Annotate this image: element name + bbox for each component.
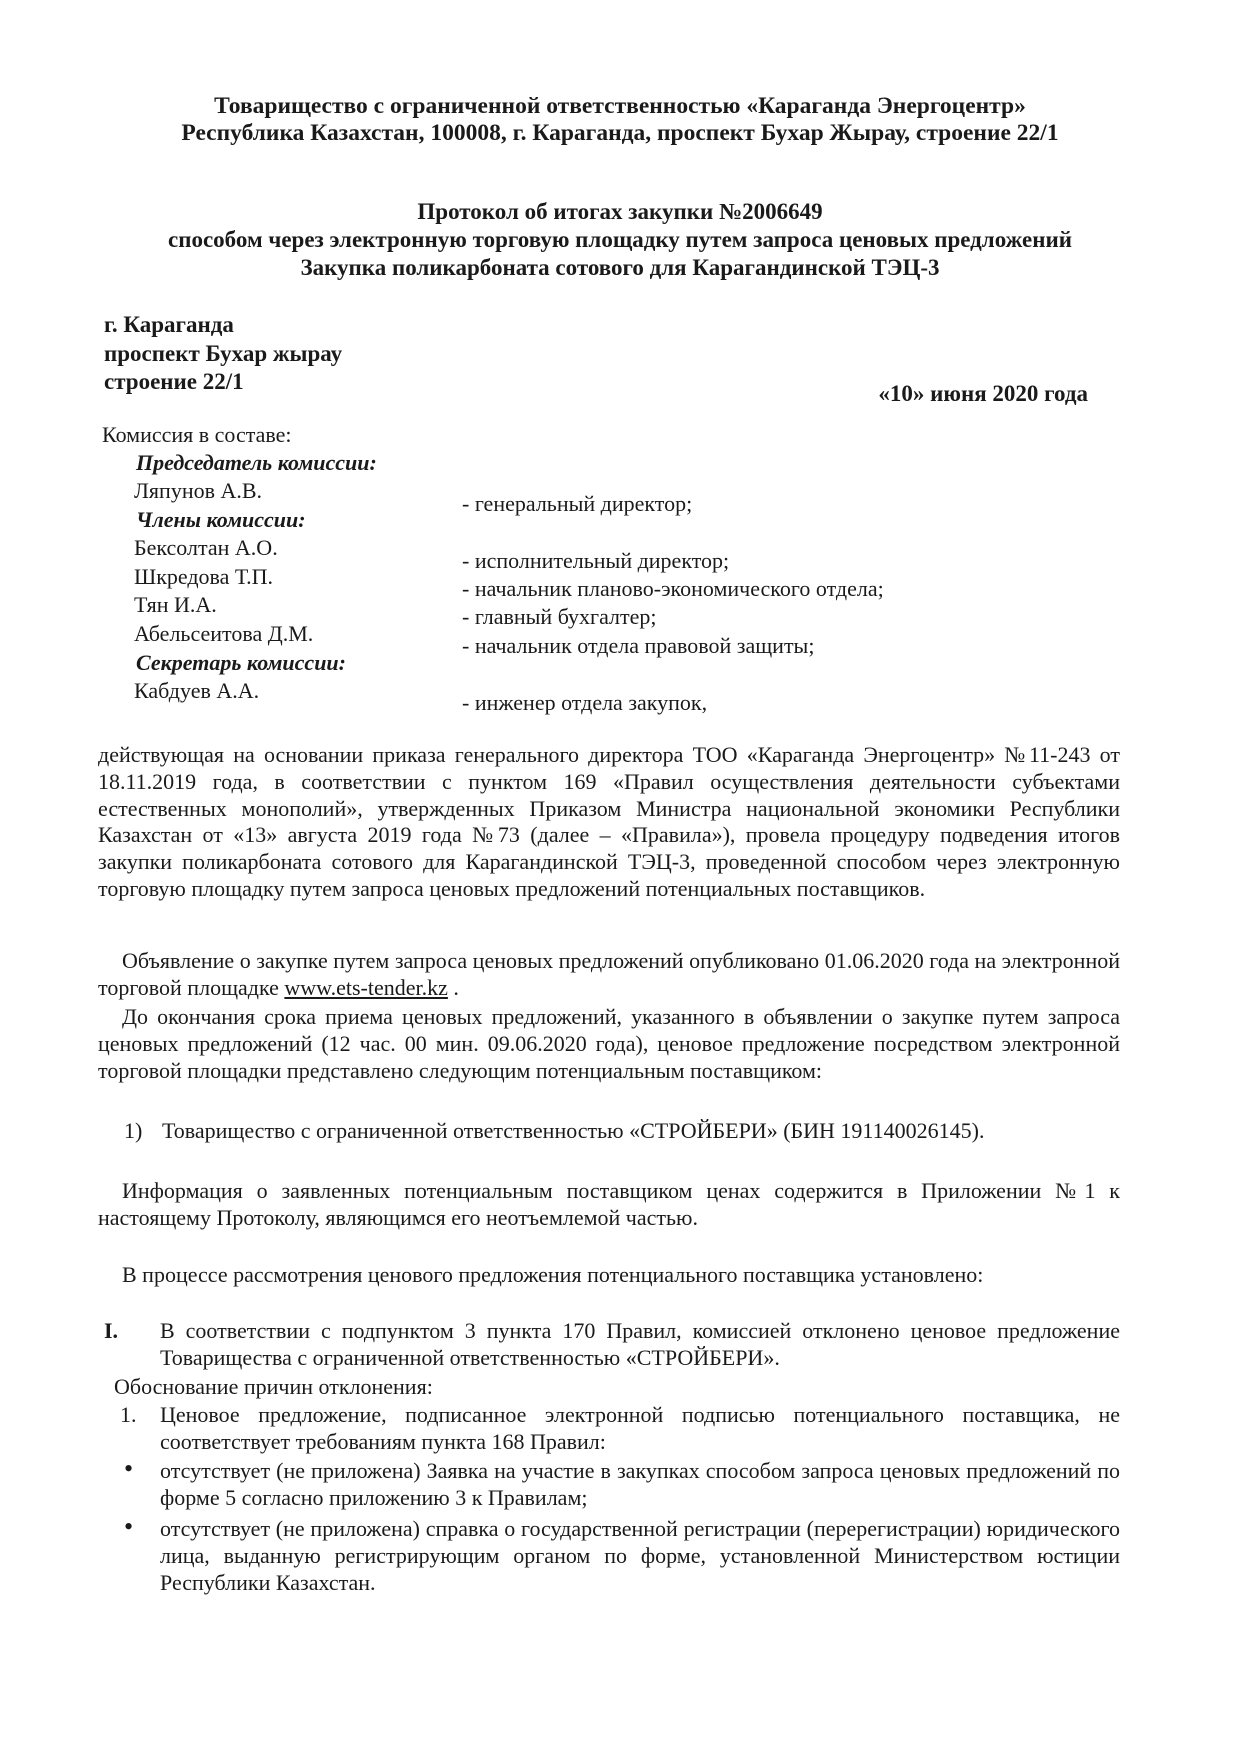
section-number: I. xyxy=(104,1318,119,1343)
secretary-name: Кабдуев А.А. xyxy=(134,678,260,703)
chair-name: Ляпунов А.В. xyxy=(134,478,263,503)
members-role: Члены комиссии: xyxy=(136,507,306,532)
price-info-paragraph: Информация о заявленных потенциальным поставщиком ценах содержится в Приложении №1 к настоящему Протоколу, являющимся его неотъемлемой частью. xyxy=(98,1178,1120,1230)
member-position: - исполнительный директор; xyxy=(462,548,730,573)
org-address: Республика Казахстан, 100008, г. Караганда, проспект Бухар Жырау, строение 22/1 xyxy=(181,120,1059,146)
member-name: Тян И.А. xyxy=(134,592,217,617)
location-street: проспект Бухар жырау xyxy=(104,341,343,366)
member-name: Бексолтан А.О. xyxy=(134,535,278,560)
protocol-title: Протокол об итогах закупки №2006649 xyxy=(417,199,823,224)
reason-number: 1. xyxy=(120,1402,137,1427)
member-name: Абельсеитова Д.М. xyxy=(134,621,314,646)
org-name: Товарищество с ограниченной ответственностью «Караганда Энергоцентр» xyxy=(214,93,1026,119)
bullet-icon: • xyxy=(124,1454,134,1483)
chair-role: Председатель комиссии: xyxy=(136,450,377,475)
reasons-label: Обоснование причин отклонения: xyxy=(114,1374,433,1399)
supplier-number: 1) xyxy=(124,1118,143,1143)
bullet-text: отсутствует (не приложена) Заявка на участие в закупках способом запроса ценовых предложений по форме 5 согласно приложению 3 к Правилам; xyxy=(160,1458,1120,1510)
commission-intro: Комиссия в составе: xyxy=(102,422,292,447)
ets-tender-link[interactable]: www.ets-tender.kz xyxy=(284,974,448,1000)
secretary-position: - инженер отдела закупок, xyxy=(462,690,708,715)
announcement-end: . xyxy=(447,974,459,1000)
protocol-date: «10» июня 2020 года xyxy=(878,381,1088,406)
deadline-paragraph: До окончания срока приема ценовых предложений, указанного в объявлении о закупке путем запроса ценовых предложений (12 час. 00 мин. 09.06.2020 года), ценовое предложение посредством электронной торговой площадки представлено следующим потенциальным поставщиком: xyxy=(98,1004,1120,1083)
location-building: строение 22/1 xyxy=(104,369,244,394)
announcement-text: Объявление о закупке путем запроса ценовых предложений опубликовано 01.06.2020 года на электронной торговой площадке xyxy=(98,948,1120,1000)
bullet-icon: • xyxy=(124,1512,134,1541)
member-name: Шкредова Т.П. xyxy=(134,564,274,589)
announcement-paragraph xyxy=(98,948,1120,1002)
member-position: - начальник отдела правовой защиты; xyxy=(462,633,815,658)
protocol-subject: Закупка поликарбоната сотового для Карагандинской ТЭЦ-3 xyxy=(300,255,940,280)
supplier-name: Товарищество с ограниченной ответственностью «СТРОЙБЕРИ» (БИН 191140026145). xyxy=(162,1118,985,1143)
member-position: - главный бухгалтер; xyxy=(462,604,657,629)
protocol-method: способом через электронную торговую площадку путем запроса ценовых предложений xyxy=(168,227,1072,252)
secretary-role: Секретарь комиссии: xyxy=(136,650,346,675)
chair-position: - генеральный директор; xyxy=(462,491,693,516)
reason-text: Ценовое предложение, подписанное электронной подписью потенциального поставщика, не соответствует требованиям пункта 168 Правил: xyxy=(160,1402,1120,1454)
basis-paragraph: действующая на основании приказа генерального директора ТОО «Караганда Энергоцентр» №11-243 от 18.11.2019 года, в соответствии с пунктом 169 «Правил осуществления деятельности субъектами естественных монополий», утвержденных Приказом Министра национальной экономики Республики Казахстан от «13» августа 2019 года №73 (далее – «Правила»), провела процедуру подведения итогов закупки поликарбоната сотового для Карагандинской ТЭЦ-3, проведенной способом через электронную торговую площадку путем запроса ценовых предложений потенциальных поставщиков. xyxy=(98,742,1120,902)
location-city: г. Караганда xyxy=(104,312,234,337)
member-position: - начальник планово-экономического отдела; xyxy=(462,576,884,601)
findings-paragraph: В процессе рассмотрения ценового предложения потенциального поставщика установлено: xyxy=(122,1262,984,1287)
section-text: В соответствии с подпунктом 3 пункта 170 Правил, комиссией отклонено ценовое предложение Товарищества с ограниченной ответственностью «СТРОЙБЕРИ». xyxy=(160,1318,1120,1370)
bullet-text: отсутствует (не приложена) справка о государственной регистрации (перерегистрации) юридического лица, выданную регистрирующим органом по форме, установленной Министерством юстиции Республики Казахстан. xyxy=(160,1516,1120,1595)
